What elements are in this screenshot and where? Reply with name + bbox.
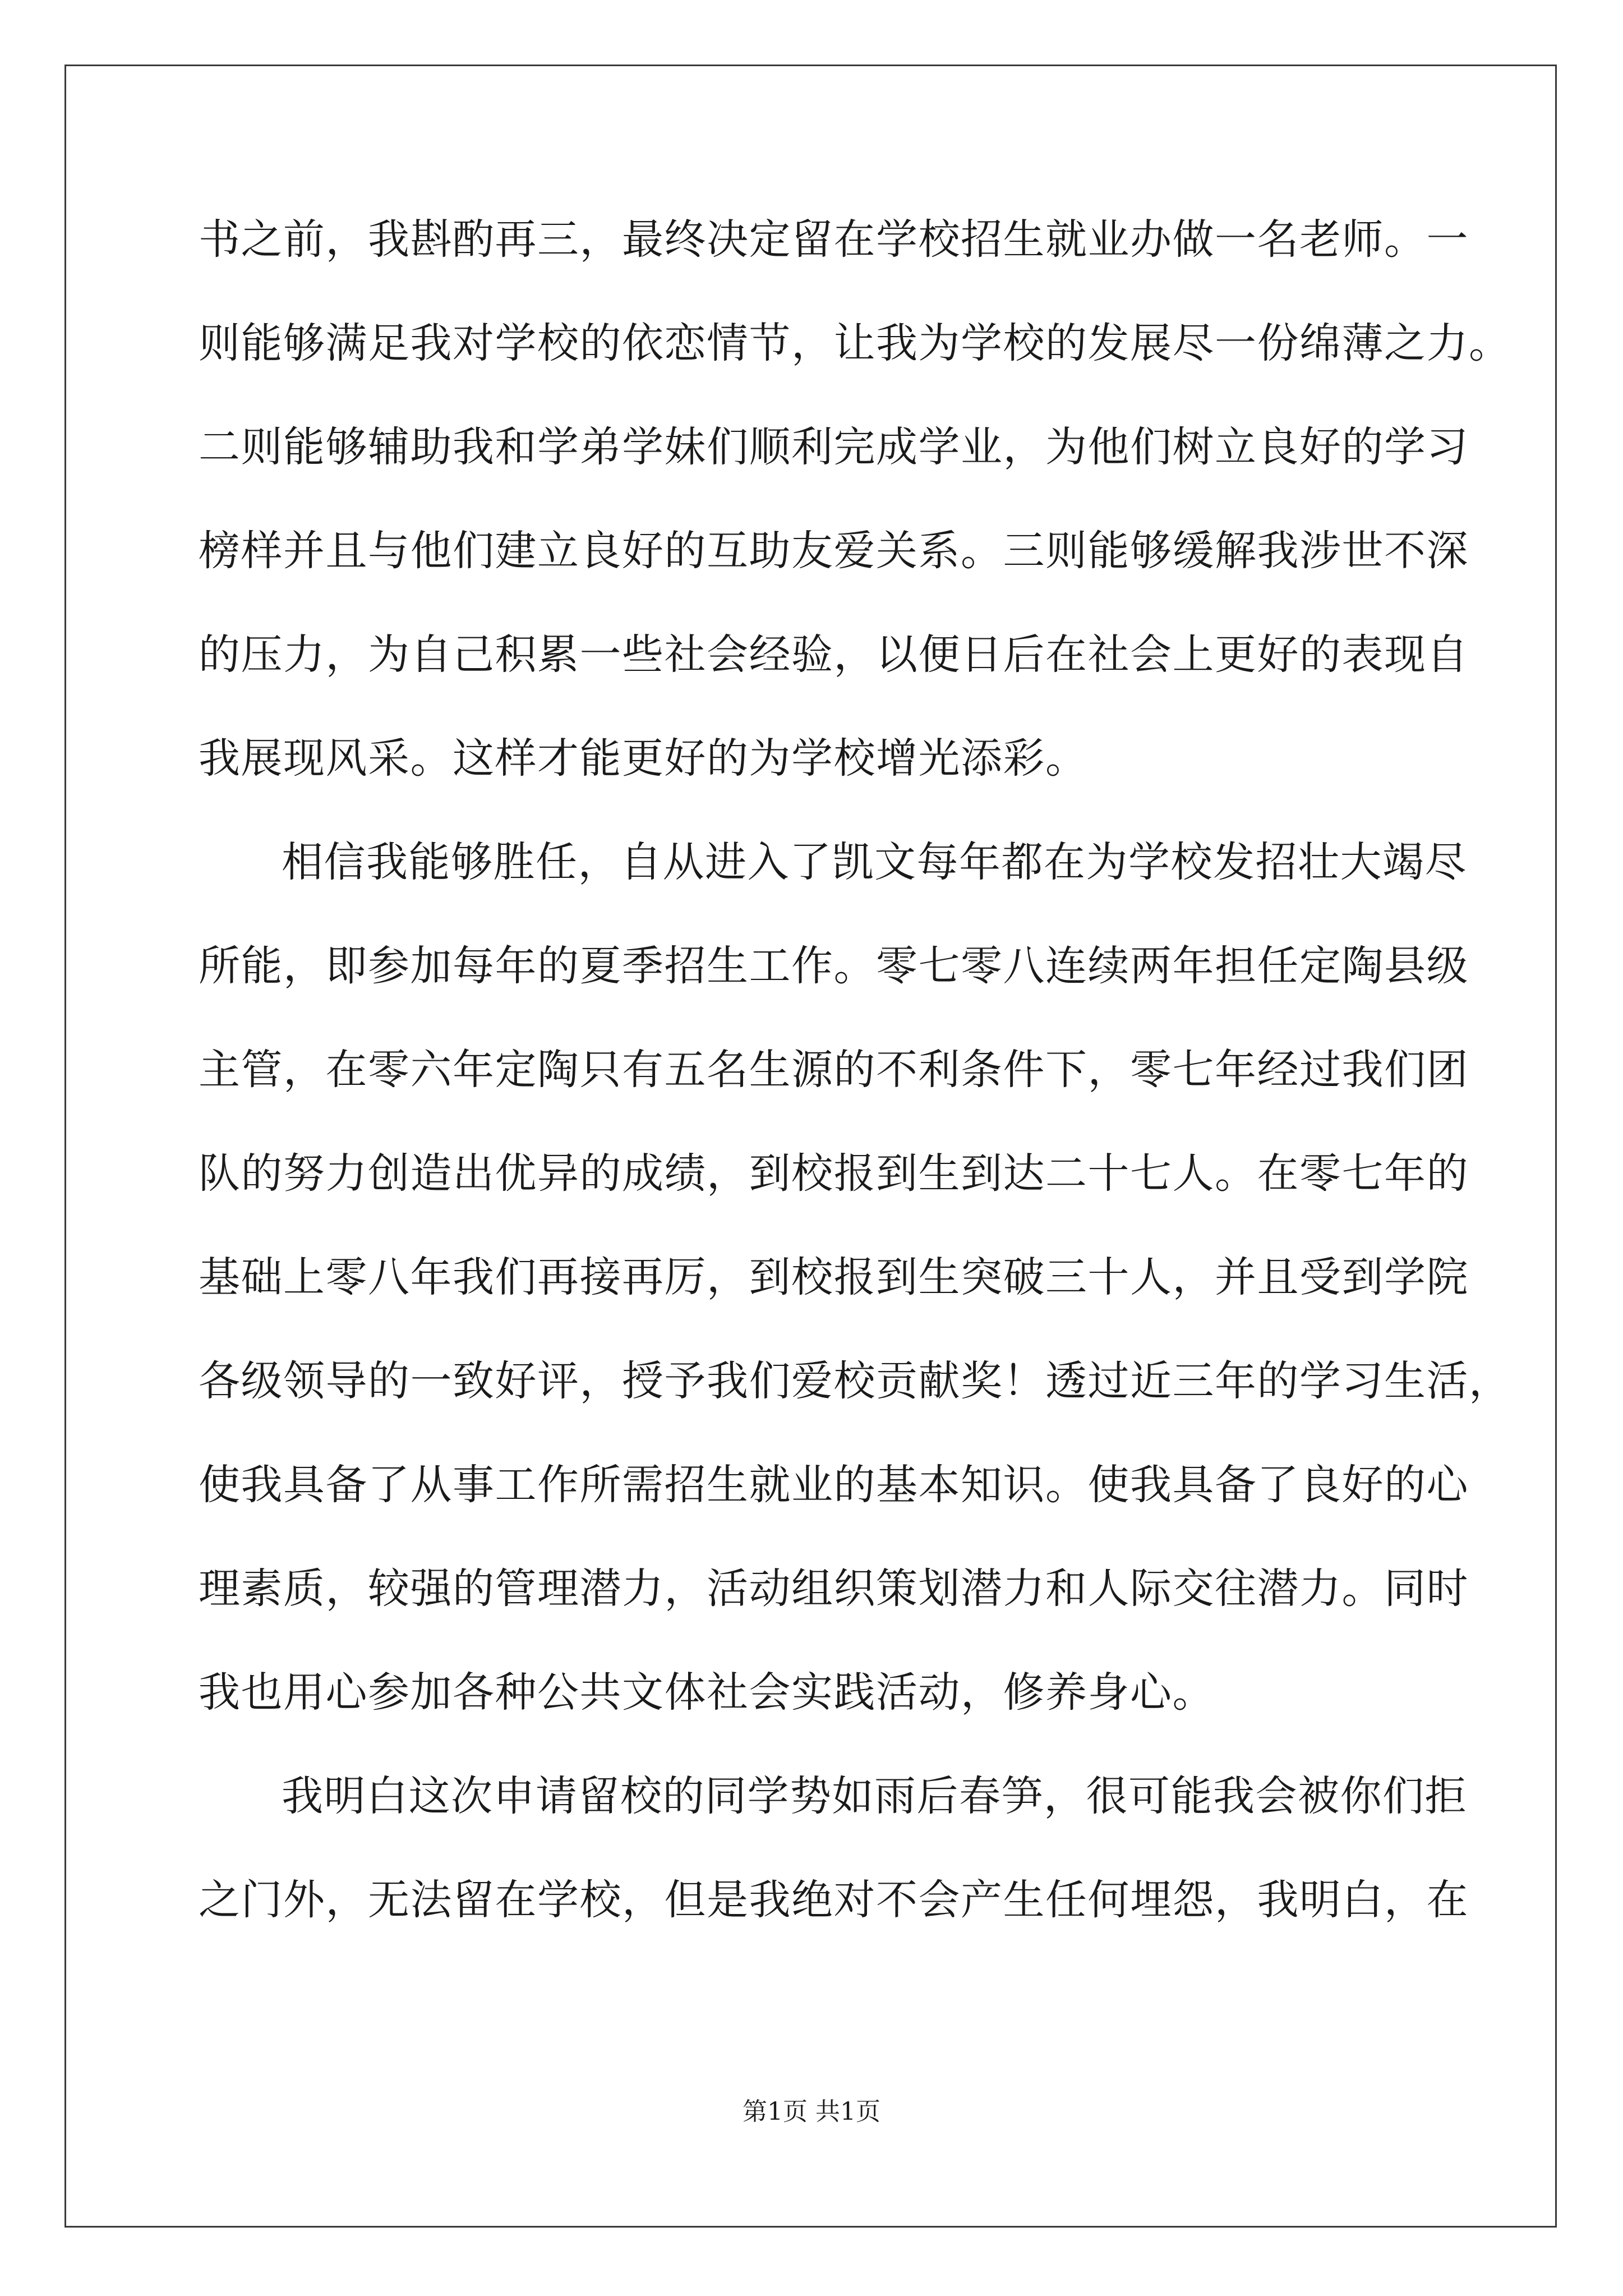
text-line: 我也用心参加各种公共文体社会实践活动，修养身心。 bbox=[199, 1668, 1215, 1717]
text-line: 队的努力创造出优异的成绩，到校报到生到达二十七人。在零七年的 bbox=[199, 1149, 1469, 1198]
text-line: 主管，在零六年定陶只有五名生源的不利条件下，零七年经过我们团 bbox=[199, 1046, 1469, 1094]
text-line: 理素质，较强的管理潜力，活动组织策划潜力和人际交往潜力。同时 bbox=[199, 1565, 1469, 1613]
text-line: 使我具备了从事工作所需招生就业的基本知识。使我具备了良好的心 bbox=[199, 1461, 1469, 1509]
text-line: 的压力，为自己积累一些社会经验，以便日后在社会上更好的表现自 bbox=[199, 631, 1469, 679]
document-body bbox=[199, 209, 1511, 1973]
text-line: 二则能够辅助我和学弟学妹们顺利完成学业，为他们树立良好的学习 bbox=[199, 423, 1469, 471]
paragraph-1 bbox=[199, 209, 1511, 831]
text-line: 相信我能够胜任，自从进入了凯文每年都在为学校发招壮大竭尽 bbox=[282, 838, 1467, 886]
text-line: 我明白这次申请留校的同学势如雨后春笋，很可能我会被你们拒 bbox=[282, 1772, 1467, 1820]
text-line: 各级领导的一致好评，授予我们爱校贡献奖！透过近三年的学习生活， bbox=[199, 1357, 1511, 1405]
page-footer: 第1页 共1页 bbox=[743, 2097, 880, 2126]
text-line: 基础上零八年我们再接再厉，到校报到生突破三十人，并且受到学院 bbox=[199, 1253, 1469, 1301]
text-line: 书之前，我斟酌再三，最终决定留在学校招生就业办做一名老师。一 bbox=[199, 215, 1469, 264]
text-line: 则能够满足我对学校的依恋情节，让我为学校的发展尽一份绵薄之力。 bbox=[199, 319, 1511, 367]
text-line: 之门外，无法留在学校，但是我绝对不会产生任何埋怨，我明白，在 bbox=[199, 1876, 1469, 1924]
paragraph-3 bbox=[199, 1765, 1469, 1973]
text-line: 榜样并且与他们建立良好的互助友爱关系。三则能够缓解我涉世不深 bbox=[199, 527, 1469, 575]
paragraph-2 bbox=[199, 831, 1511, 1765]
text-line: 我展现风采。这样才能更好的为学校增光添彩。 bbox=[199, 734, 1088, 783]
text-line: 所能，即参加每年的夏季招生工作。零七零八连续两年担任定陶县级 bbox=[199, 942, 1469, 990]
